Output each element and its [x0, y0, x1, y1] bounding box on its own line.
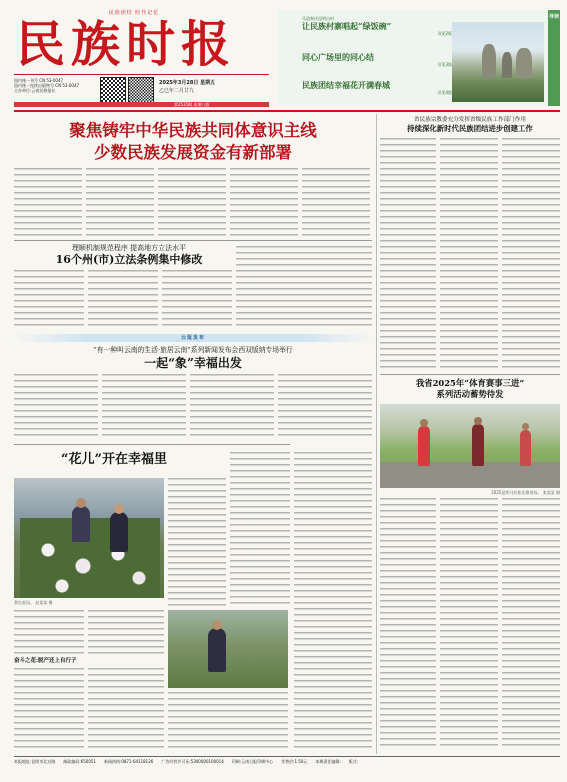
flower-body-col — [168, 478, 226, 606]
footer-cell: 本期责任编辑: — [315, 759, 341, 764]
flower-body-col — [294, 452, 372, 750]
flower-body-col — [230, 452, 290, 606]
person-head — [212, 620, 222, 630]
sports-body-col — [502, 498, 560, 750]
lead-body-col — [86, 168, 154, 236]
footer-cell: 零售价:1.50元 — [281, 759, 308, 764]
law-body-col — [304, 246, 372, 330]
law-kicker: 理顺机制规范程序 提高地方立法水平 — [71, 244, 187, 252]
stone-pillar — [482, 44, 496, 78]
flower-body-col — [168, 692, 288, 750]
runner-head — [420, 419, 428, 427]
person-figure — [208, 628, 226, 672]
yunnan-body-col — [278, 374, 372, 440]
karst-landscape-photo — [452, 22, 544, 102]
flower-subhead: 奋斗之花:脱产还上自行子 — [14, 658, 77, 664]
law-headline-block — [14, 244, 244, 267]
section-rule — [14, 110, 560, 112]
person-figure — [110, 512, 128, 552]
edition-number: 第2535期 本期八版 — [174, 102, 210, 107]
law-body-col — [236, 246, 304, 330]
photo-caption: 我在赶场。 赵某某 摄 — [14, 600, 53, 605]
lead-body-col — [158, 168, 226, 236]
masthead-slogan: 民族团结 时代记忆 — [108, 10, 160, 16]
footer-cell: 邮政编码:650051 — [63, 759, 96, 764]
sports-headline-block — [380, 378, 560, 400]
info-line: 国内统一刊号 CN 53-0047 — [14, 78, 64, 83]
teaser-title: 让民族村寨唱起“绿饭碗” — [302, 21, 392, 31]
marathon-photo — [380, 404, 560, 488]
qr-code-icon — [128, 77, 154, 103]
divider — [14, 444, 290, 445]
runner-figure — [418, 426, 430, 466]
flower-body-col — [88, 610, 164, 654]
right-body-col — [502, 138, 560, 370]
sports-body-col — [380, 498, 436, 750]
stone-pillar — [516, 48, 532, 78]
yunnan-kicker: “有一种叫云南的生活·旅居云南”系列新闻发布会西双版纳专场举行 — [93, 346, 293, 354]
footer-cell: 广告经营许可证:5300000100014 — [161, 759, 224, 764]
teaser-title: 同心广场里的同心结 — [302, 52, 374, 62]
lead-headline-block — [14, 120, 372, 164]
law-body-col — [88, 270, 158, 330]
flower-headline: “花儿”开在幸福里 — [61, 452, 167, 467]
person-head — [76, 498, 86, 508]
law-body-col — [162, 270, 232, 330]
teaser-panel — [278, 10, 560, 106]
lead-body-col — [230, 168, 298, 236]
flower-body-col — [88, 668, 164, 750]
teaser-item[interactable] — [302, 80, 452, 95]
teaser-page: 详见2版 — [437, 31, 452, 36]
yunnan-body-col — [102, 374, 186, 440]
flower-garden-photo — [14, 478, 164, 598]
runner-head — [474, 417, 482, 425]
yunnan-body-col — [190, 374, 274, 440]
photo-caption: 2025昆明马拉松比赛现场。 张某某 摄 — [491, 490, 560, 495]
teaser-title: 民族团结幸福花开满春城 — [302, 80, 390, 90]
stone-pillar — [502, 52, 512, 78]
footer-rule — [14, 756, 560, 757]
footer-cell: 版式: — [348, 759, 359, 764]
right-kicker: 省民族宗教委充分发挥省级民族工作部门作用 — [414, 117, 526, 123]
teaser-page: 详见4版 — [437, 90, 452, 95]
law-body-col — [14, 270, 84, 330]
masthead-bottom-bar — [14, 102, 269, 107]
flower-body-col — [14, 610, 84, 654]
lunar-date: 乙巳年二月廿九 — [159, 88, 195, 94]
flower-body-col — [14, 668, 84, 750]
sports-body-col — [440, 498, 498, 750]
divider — [380, 374, 560, 375]
lead-body-col — [302, 168, 370, 236]
teaser-side-bar — [548, 10, 560, 106]
masthead — [14, 10, 274, 107]
masthead-divider — [14, 74, 269, 75]
right-body-col — [440, 138, 498, 370]
masthead-info — [14, 78, 84, 93]
qr-code-icon — [100, 77, 126, 103]
teaser-page: 详见3版 — [437, 62, 452, 67]
person-head — [114, 504, 124, 514]
law-headline: 16个州(市)立法条例集中修改 — [55, 253, 203, 266]
right-headline-block — [380, 116, 560, 134]
divider — [14, 240, 372, 241]
right-body-col — [380, 138, 436, 370]
runner-figure — [520, 430, 531, 466]
runner-figure — [472, 424, 484, 466]
yunnan-body-col — [14, 374, 98, 440]
lead-headline: 少数民族发展资金有新部署 — [94, 143, 292, 162]
yunnan-headline-block — [14, 346, 372, 371]
teaser-item[interactable] — [302, 16, 452, 36]
footer-cell: 新闻热线:0871-64118126 — [103, 759, 154, 764]
flower-detail-photo — [168, 610, 288, 688]
lead-body-col — [14, 168, 82, 236]
road — [380, 462, 560, 488]
right-headline: 持续深化新时代民族团结进步创建工作 — [407, 124, 533, 133]
info-line: 国内统一连续出版物号 CN 53-0047 — [14, 83, 80, 88]
banner-label: 云报发布 — [180, 335, 205, 341]
edition-badge: 导读 — [549, 14, 560, 20]
column-divider — [376, 114, 377, 754]
yunnan-headline: 一起“象”幸福出发 — [144, 356, 242, 370]
footer — [14, 759, 560, 764]
date-line: 2025年3月28日 星期五 — [159, 80, 216, 86]
teaser-kicker: 乐造奏庆昆明山村 — [302, 16, 334, 21]
footer-cell: 本报地址:昆明市北京路 — [14, 759, 56, 764]
sports-headline: 我省2025年“体育赛事三进” — [415, 378, 525, 388]
runner-head — [522, 423, 529, 430]
footer-cell: 印刷:云南日报印刷中心 — [231, 759, 274, 764]
info-line: 主办单位:云南民族报社 — [14, 88, 56, 93]
person-figure — [72, 506, 90, 542]
sports-headline: 系列活动蓄势待发 — [436, 389, 504, 399]
lead-headline: 聚焦铸牢中华民族共同体意识主线 — [69, 121, 317, 140]
masthead-title: 民族时报 — [16, 15, 237, 73]
banner-strip — [14, 334, 372, 342]
flower-bed — [20, 518, 160, 598]
teaser-item[interactable] — [302, 52, 452, 67]
